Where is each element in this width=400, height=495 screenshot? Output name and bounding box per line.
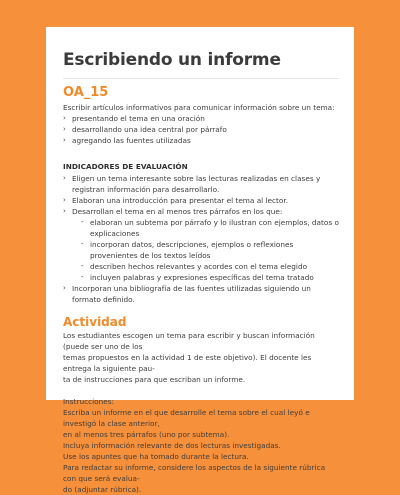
- instructions-label: Instrucciones:: [63, 397, 114, 406]
- text-line: Escriba un informe en el que desarrolle el tema sobre el cual leyó e investigó la clase anterior,: [63, 408, 310, 428]
- chevron-right-icon: ›: [63, 207, 66, 215]
- dash-icon: -: [81, 240, 84, 248]
- oa-intro: Escribir artículos informativos para comunicar información sobre un tema:: [63, 103, 335, 112]
- list-item: › Eligen un tema interesante sobre las lecturas realizadas en clases y registran información para desarrollarlo.: [63, 174, 321, 194]
- chevron-right-icon: ›: [63, 284, 66, 292]
- text-line: Los estudiantes escogen un tema para escribir y buscan información (puede ser uno de los: [63, 331, 315, 351]
- chevron-right-icon: ›: [63, 196, 66, 204]
- text-line: do (adjuntar rúbrica).: [63, 485, 142, 494]
- dash-icon: -: [81, 262, 84, 270]
- list-item: › Incorporan una bibliografía de las fuentes utilizadas siguiendo un formato definido.: [63, 284, 311, 304]
- text-line: temas propuestos en la actividad 1 de este objetivo). El docente les entrega la siguiente pau-: [63, 353, 312, 373]
- list-item: - describen hechos relevantes y acordes con el tema elegido: [81, 262, 308, 271]
- list-item: - elaboran un subtema por párrafo y lo ilustran con ejemplos, datos o explicaciones: [81, 218, 339, 238]
- instructions-block: [63, 407, 339, 495]
- list-item: › agregando las fuentes utilizadas: [63, 136, 191, 145]
- page-title: Escribiendo un informe: [63, 50, 281, 70]
- chevron-right-icon: ›: [63, 136, 66, 144]
- list-item: › desarrollando una idea central por párrafo: [63, 125, 227, 134]
- chevron-right-icon: ›: [63, 114, 66, 122]
- list-item: › Desarrollan el tema en al menos tres párrafos en los que: - elaboran un subtema por párrafo y lo ilustran con ejemplos, datos o explicaciones - incorporan datos, descripciones, ejemplos o reflexiones provenientes de los textos leídos - describen hechos relevantes y acordes con el tema elegido - incluyen palabras y expresiones específicas del tema tratado: [63, 207, 339, 282]
- indicators-heading: INDICADORES DE EVALUACIÓN: [63, 162, 188, 171]
- activity-paragraph: [63, 330, 339, 385]
- dash-icon: -: [81, 218, 84, 226]
- list-item: › Elaboran una introducción para presentar el tema al lector.: [63, 196, 289, 205]
- oa-list: [63, 113, 339, 146]
- list-item: › presentando el tema en una oración: [63, 114, 205, 123]
- document-page: [46, 27, 354, 494]
- title-divider: [63, 78, 339, 79]
- list-item: - incluyen palabras y expresiones específicas del tema tratado: [81, 273, 314, 282]
- text-line: Incluya información relevante de dos lecturas investigadas.: [63, 441, 281, 450]
- indicators-sublist: [72, 217, 339, 283]
- text-line: en al menos tres párrafos (uno por subtema).: [63, 430, 230, 439]
- text-line: Use los apuntes que ha tomado durante la lectura.: [63, 452, 249, 461]
- activity-heading: Actividad: [63, 315, 127, 329]
- dash-icon: -: [81, 273, 84, 281]
- indicators-list: [63, 173, 339, 305]
- chevron-right-icon: ›: [63, 174, 66, 182]
- text-line: ta de instrucciones para que escriban un informe.: [63, 375, 246, 384]
- oa-code: OA_15: [63, 85, 109, 100]
- chevron-right-icon: ›: [63, 125, 66, 133]
- list-item: - incorporan datos, descripciones, ejemplos o reflexiones provenientes de los textos leídos: [81, 240, 294, 260]
- text-line: Para redactar su informe, considere los aspectos de la siguiente rúbrica con que será evalua-: [63, 463, 326, 483]
